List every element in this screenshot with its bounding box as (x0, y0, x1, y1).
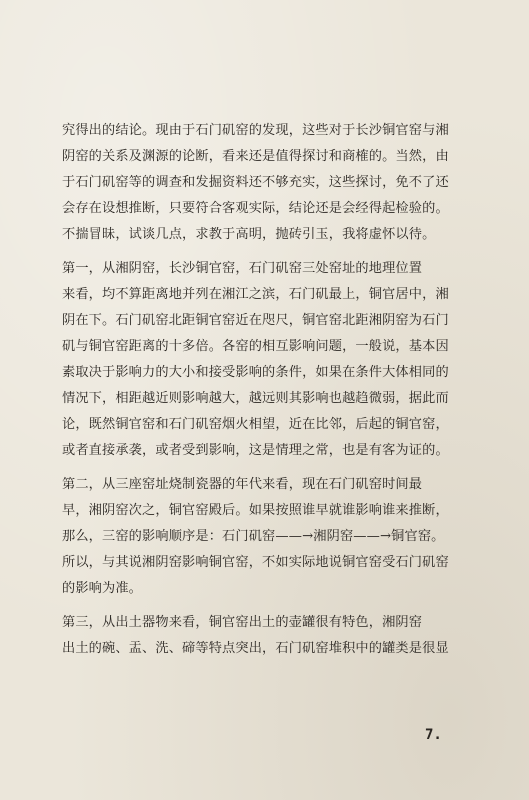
text-line: 来看，均不算距离地并列在湘江之滨，石门矶最上，铜官居中，湘 (62, 287, 449, 302)
text-line: 矶与铜官窑距离的十多倍。各窑的相互影响问题，一般说，基本因 (62, 339, 449, 354)
text-line: 所以，与其说湘阴窑影响铜官窑，不如实际地说铜官窑受石门矶窑 (62, 555, 449, 570)
text-line: 不揣冒昧，试谈几点，求教于高明，抛砖引玉，我将虚怀以待。 (62, 227, 436, 242)
text-line: 的影响为准。 (62, 581, 143, 596)
text-line: 阴在下。石门矶窑北距铜官窑近在咫尺，铜官窑北距湘阴窑为石门 (62, 313, 449, 328)
text-line: 于石门矶窑等的调查和发掘资料还不够充实，这些探讨，免不了还 (62, 175, 449, 190)
text-line: 会存在设想推断，只要符合客观实际，结论还是会经得起检验的。 (62, 201, 449, 216)
text-line: 或者直接承袭，或者受到影响，这是情理之常，也是有客为证的。 (62, 443, 449, 458)
text-line: 那么，三窑的影响顺序是：石门矶窑——→湘阴窑——→铜官窑。 (62, 529, 445, 544)
text-line: 第二，从三座窑址烧制瓷器的年代来看，现在石门矶窑时间最 (62, 477, 423, 492)
text-line: 第一，从湘阴窑，长沙铜官窑，石门矶窑三处窑址的地理位置 (62, 261, 423, 276)
body-text (62, 118, 482, 662)
text-line: 论，既然铜官窑和石门矶窑烟火相望，近在比邻，后起的铜官窑， (62, 417, 449, 432)
text-line: 究得出的结论。现由于石门矶窑的发现，这些对于长沙铜官窑与湘 (62, 123, 449, 138)
text-line: 早，湘阴窑次之，铜官窑殿后。如果按照谁早就谁影响谁来推断， (62, 503, 449, 518)
page-number: 7. (425, 727, 442, 743)
text-line: 情况下，相距越近则影响越大，越远则其影响也越趋微弱，据此而 (62, 391, 449, 406)
text-line: 出土的碗、盂、洗、碲等特点突出，石门矶窑堆积中的罐类是很显 (62, 641, 449, 656)
text-line: 素取决于影响力的大小和接受影响的条件，如果在条件大体相同的 (62, 365, 449, 380)
text-line: 阴窑的关系及渊源的论断，看来还是值得探讨和商榷的。当然，由 (62, 149, 449, 164)
text-line: 第三，从出土器物来看，铜官窑出土的壶罐很有特色，湘阴窑 (62, 615, 423, 630)
